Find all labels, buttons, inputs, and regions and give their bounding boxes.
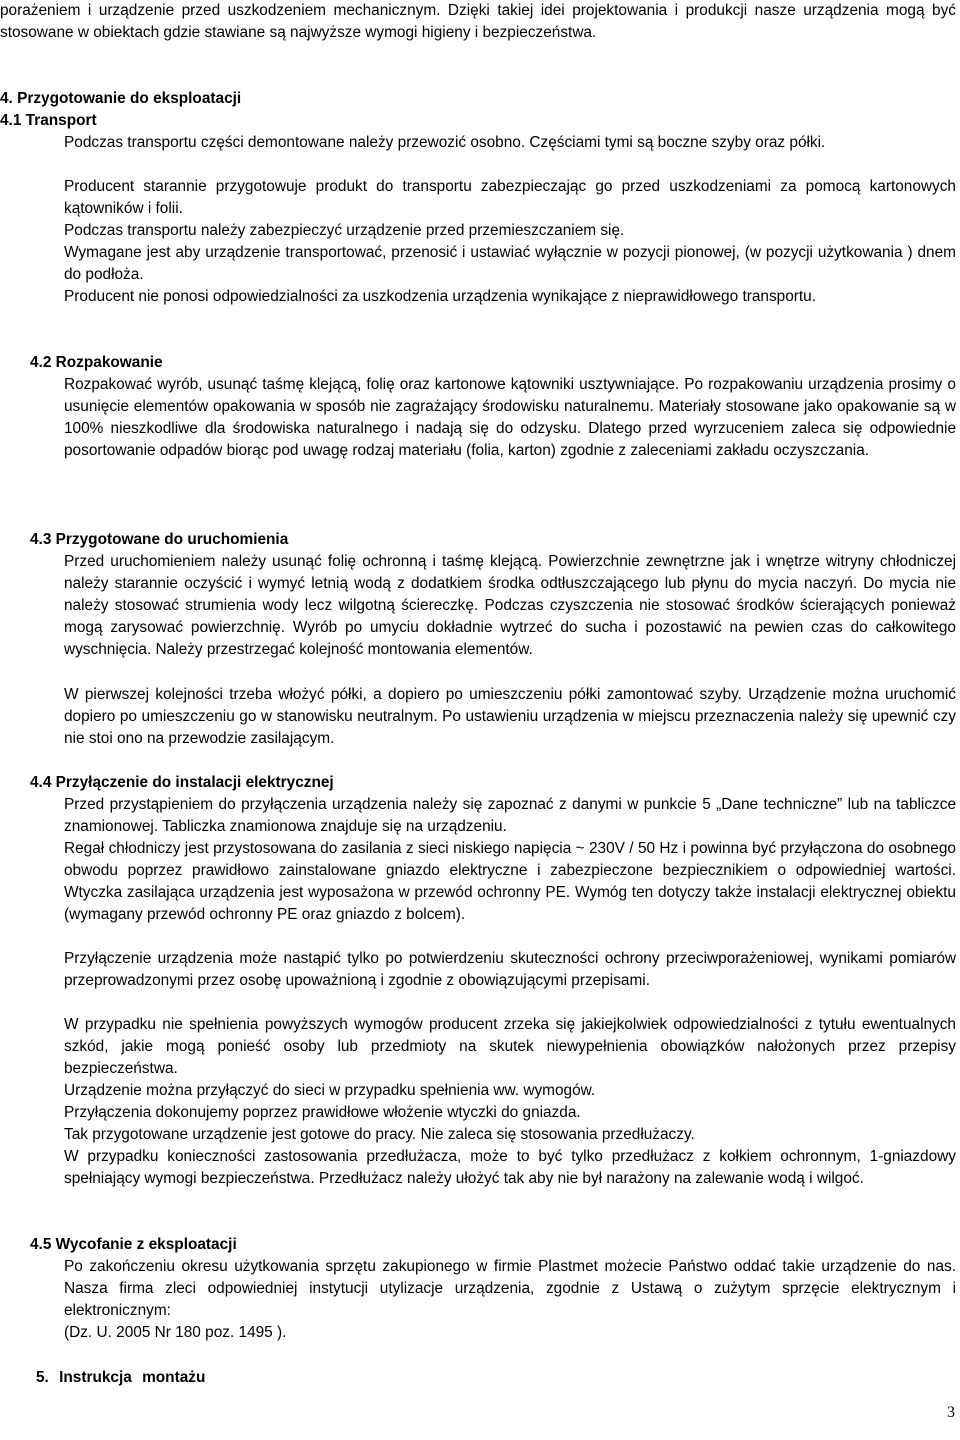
page-number: 3: [947, 1404, 955, 1421]
section-4-4-heading: 4.4 Przyłączenie do instalacji elektrycznej: [30, 774, 334, 791]
s44-paragraph-6: Przyłączenia dokonujemy poprzez prawidłowe włożenie wtyczki do gniazda.: [64, 1104, 581, 1121]
section-4-2-heading: 4.2 Rozpakowanie: [30, 354, 163, 371]
s42-paragraph: Rozpakować wyrób, usunąć taśmę klejącą, folię oraz kartonowe kątowniki usztywniające. Po rozpakowaniu urządzenia prosimy o usunięcie elementów opakowania w sposób nie zagrażający środowisku naturalnemu. Materiały stosowane jako opakowanie są w 100% nieszkodliwe dla środowiska naturalnego i nadają się do odzysku. Dlatego przed wyrzuceniem zaleca się odpowiednie posortowanie odpadów biorąc pod uwagę rodzaj materiału (folia, karton) zgodnie z zaleceniami zakładu oczyszczania.: [64, 376, 956, 459]
section-4-1-heading: 4.1 Transport: [0, 112, 97, 129]
s44-paragraph-4: W przypadku nie spełnienia powyższych wymogów producent zrzeka się jakiejkolwiek odpowiedzialności z tytułu ewentualnych szkód, jakie mogą ponieść osoby lub przedmioty na skutek niewypełnienia obowiązków nałożonych przez przepisy bezpieczeństwa.: [64, 1016, 956, 1077]
s41-paragraph-2: Producent starannie przygotowuje produkt do transportu zabezpieczając go przed uszkodzeniami za pomocą kartonowych kątowników i folii.: [64, 178, 956, 217]
s44-paragraph-2: Regał chłodniczy jest przystosowana do zasilania z sieci niskiego napięcia ~ 230V / 50 Hz i powinna być przyłączona do osobnego obwodu poprzez prawidłowo zainstalowane gniazdo elektryczne i zabezpieczone bezpiecznikiem o odpowiedniej wartości. Wtyczka zasilająca urządzenia jest wyposażona w przewód ochronny PE. Wymóg ten dotyczy także instalacji elektrycznej obiektu (wymagany przewód ochronny PE oraz gniazdo z bolcem).: [64, 840, 956, 923]
s44-paragraph-3: Przyłączenie urządzenia może nastąpić tylko po potwierdzeniu skuteczności ochrony przeciwporażeniowej, wynikami pomiarów przeprowadzonymi przez osobę upoważnioną i zgodnie z obowiązującymi przepisami.: [64, 950, 956, 989]
s43-paragraph-1: Przed uruchomieniem należy usunąć folię ochronną i taśmę klejącą. Powierzchnie zewnętrzne jak i wnętrze witryny chłodniczej należy starannie oczyścić i wymyć letnią wodą z dodatkiem środka odtłuszczającego lub płynu do mycia naczyń. Do mycia nie należy stosować strumienia wody lecz wilgotną ściereczkę. Podczas czyszczenia nie stosować środków ścierających ponieważ mogą zarysować powierzchnię. Wyrób po umyciu dokładnie wytrzeć do sucha i pozostawić na pewien czas do całkowitego wyschnięcia. Należy przestrzegać kolejność montowania elementów.: [64, 553, 956, 658]
s44-paragraph-1: Przed przystąpieniem do przyłączenia urządzenia należy się zapoznać z danymi w punkcie 5 „Dane techniczne” lub na tabliczce znamionowej. Tabliczka znamionowa znajduje się na urządzeniu.: [64, 796, 956, 835]
s41-paragraph-5: Producent nie ponosi odpowiedzialności za uszkodzenia urządzenia wynikające z nieprawidłowego transportu.: [64, 288, 817, 305]
s43-paragraph-2: W pierwszej kolejności trzeba włożyć półki, a dopiero po umieszczeniu półki zamontować szyby. Urządzenie można uruchomić dopiero po umieszczeniu go w stanowisku neutralnym. Po ustawieniu urządzenia w miejscu przeznaczenia należy się upewnić czy nie stoi ono na przewodzie zasilającym.: [64, 686, 956, 747]
section-5-heading: 5. Instrukcja montażu: [36, 1369, 206, 1386]
s41-paragraph-1: Podczas transportu części demontowane należy przewozić osobno. Częściami tymi są boczne szyby oraz półki.: [64, 134, 826, 151]
section-4-heading: 4. Przygotowanie do eksploatacji: [0, 90, 242, 107]
intro-paragraph: porażeniem i urządzenie przed uszkodzeniem mechanicznym. Dzięki takiej idei projektowania i produkcji nasze urządzenia mogą być stosowane w obiektach gdzie stawiane są najwyższe wymogi higieny i bezpieczeństwa.: [0, 2, 956, 41]
s41-paragraph-4: Wymagane jest aby urządzenie transportować, przenosić i ustawiać wyłącznie w pozycji pionowej, (w pozycji użytkowania ) dnem do podłoża.: [64, 244, 956, 283]
s44-paragraph-8: W przypadku konieczności zastosowania przedłużacza, może to być tylko przedłużacz z kołkiem ochronnym, 1-gniazdowy spełniający wymogi bezpieczeństwa. Przedłużacz należy ułożyć tak aby nie był narażony na zalewanie wodą i wilgoć.: [64, 1148, 956, 1187]
section-4-3-heading: 4.3 Przygotowane do uruchomienia: [30, 531, 289, 548]
s45-legal-reference: (Dz. U. 2005 Nr 180 poz. 1495 ).: [64, 1324, 287, 1341]
s45-paragraph: Po zakończeniu okresu użytkowania sprzętu zakupionego w firmie Plastmet możecie Państwo oddać takie urządzenie do nas. Nasza firma zleci odpowiedniej instytucji utylizacje urządzenia, zgodnie z Ustawą o zużytym sprzęcie elektrycznym i elektronicznym:: [64, 1258, 956, 1319]
s44-paragraph-7: Tak przygotowane urządzenie jest gotowe do pracy. Nie zaleca się stosowania przedłużaczy.: [64, 1126, 695, 1143]
section-4-5-heading: 4.5 Wycofanie z eksploatacji: [30, 1236, 237, 1253]
s44-paragraph-5: Urządzenie można przyłączyć do sieci w przypadku spełnienia ww. wymogów.: [64, 1082, 596, 1099]
s41-paragraph-3: Podczas transportu należy zabezpieczyć urządzenie przed przemieszczaniem się.: [64, 222, 625, 239]
